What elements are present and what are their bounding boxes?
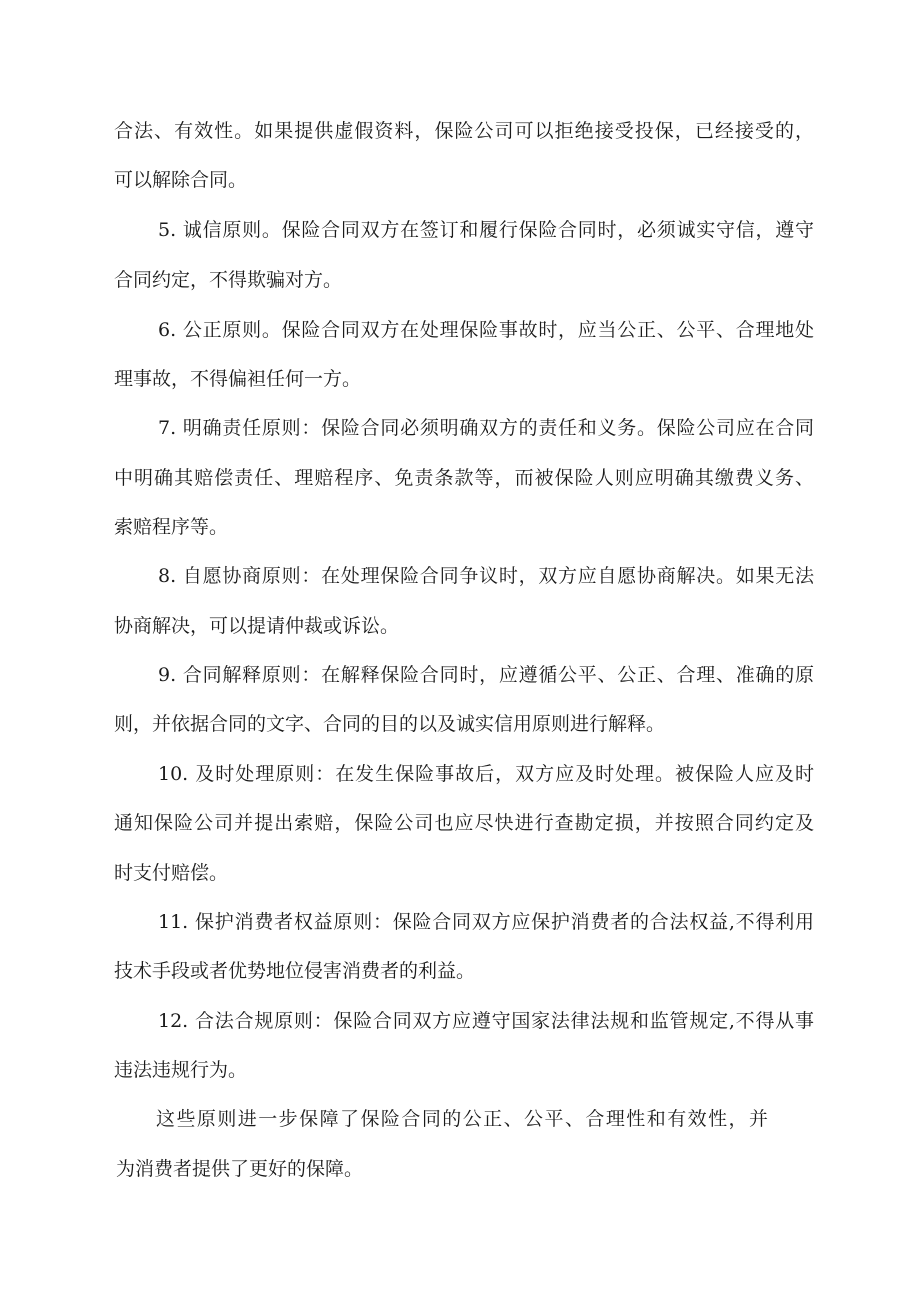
principle-12-line: 12. 合法合规原则：保险合同双方应遵守国家法律法规和监管规定,不得从事 [158,1010,814,1032]
principle-11-line: 11. 保护消费者权益原则：保险合同双方应保护消费者的合法权益,不得利用 [158,911,814,933]
paragraph-line: 合同约定，不得欺骗对方。 [114,269,343,291]
paragraph-line: 合法、有效性。如果提供虚假资料，保险公司可以拒绝接受投保，已经接受的， [114,120,814,142]
paragraph-line: 则，并依据合同的文字、合同的目的以及诚实信用原则进行解释。 [114,713,666,735]
paragraph-line: 索赔程序等。 [114,516,229,538]
principle-8-line: 8. 自愿协商原则：在处理保险合同争议时，双方应自愿协商解决。如果无法 [158,565,814,587]
principle-6-line: 6. 公正原则。保险合同双方在处理保险事故时，应当公正、公平、合理地处 [158,319,814,341]
paragraph-line: 协商解决，可以提请仲裁或诉讼。 [114,615,400,637]
paragraph-line: 技术手段或者优势地位侵害消费者的利益。 [114,960,476,982]
paragraph-line: 中明确其赔偿责任、理赔程序、免责条款等，而被保险人则应明确其缴费义务、 [114,467,814,489]
paragraph-line: 违法违规行为。 [114,1059,248,1081]
principle-7-line: 7. 明确责任原则：保险合同必须明确双方的责任和义务。保险公司应在合同 [158,417,814,439]
paragraph-line: 为消费者提供了更好的保障。 [116,1158,364,1180]
principle-10-line: 10. 及时处理原则：在发生保险事故后，双方应及时处理。被保险人应及时 [158,763,814,785]
paragraph-line: 理事故，不得偏袒任何一方。 [114,368,362,390]
paragraph-line: 可以解除合同。 [114,169,248,191]
paragraph-line: 时支付赔偿。 [114,862,229,884]
principle-5-line: 5. 诚信原则。保险合同双方在签订和履行保险合同时，必须诚实守信，遵守 [158,219,814,241]
closing-paragraph-line: 这些原则进一步保障了保险合同的公正、公平、合理性和有效性，并 [156,1108,768,1130]
principle-9-line: 9. 合同解释原则：在解释保险合同时，应遵循公平、公正、合理、准确的原 [158,664,814,686]
paragraph-line: 通知保险公司并提出索赔，保险公司也应尽快进行查勘定损，并按照合同约定及 [114,812,814,834]
